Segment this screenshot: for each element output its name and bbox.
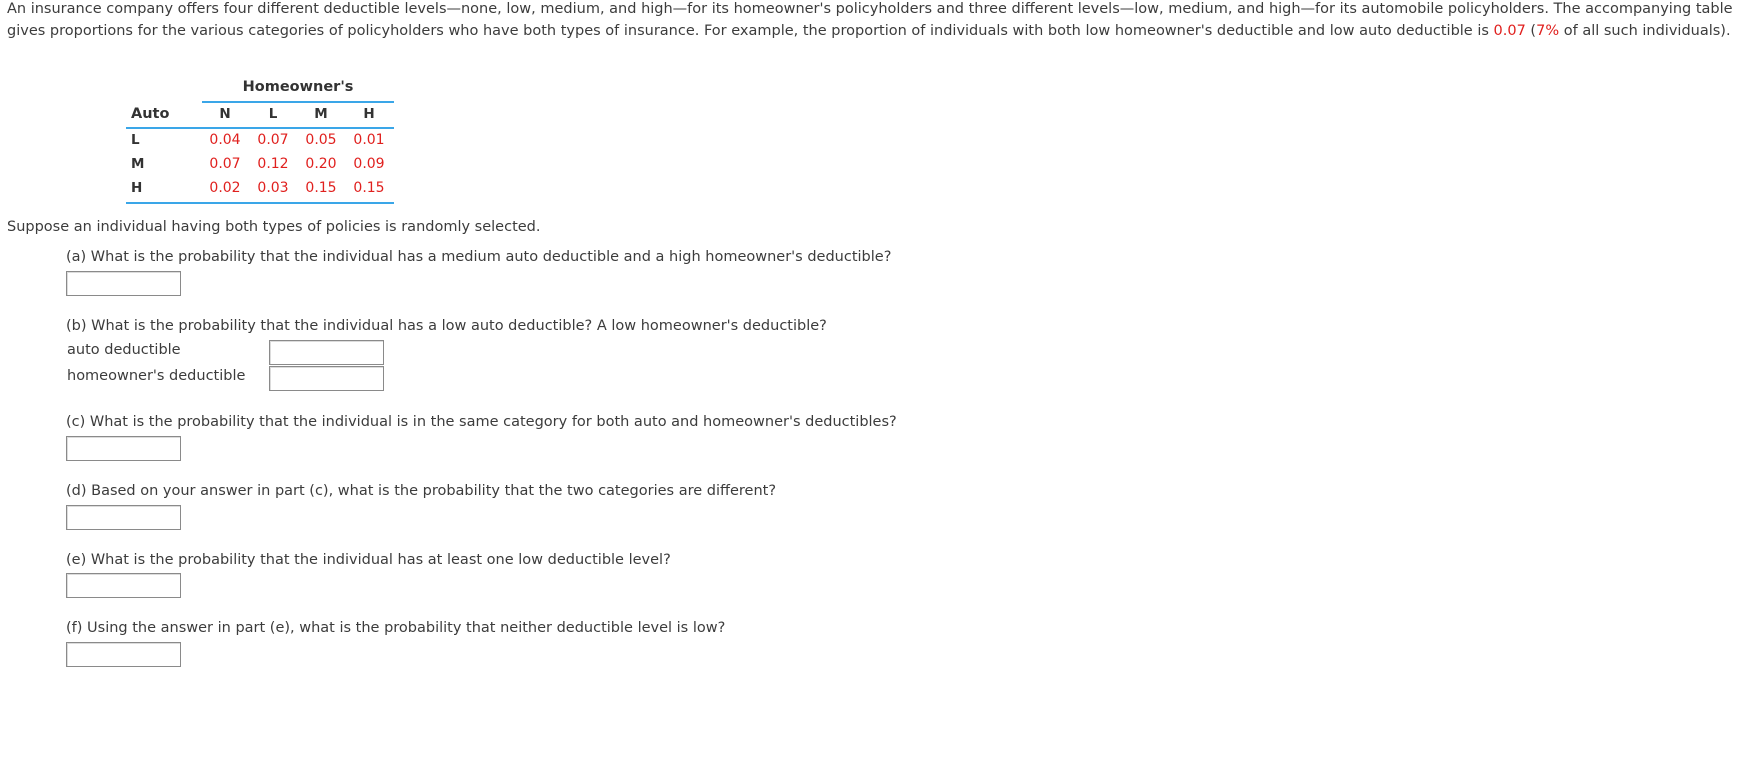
table-cell: 0.05 <box>305 132 337 148</box>
intro-text-2: ( <box>1525 23 1537 39</box>
question-f: (f) Using the answer in part (e), what is the probability that neither deductible level is low? <box>66 620 726 636</box>
answer-c-input[interactable] <box>66 436 181 461</box>
auto-deductible-label: auto deductible <box>67 342 181 358</box>
selection-statement: Suppose an individual having both types of policies is randomly selected. <box>7 219 541 235</box>
table-cell: 0.09 <box>353 156 385 172</box>
question-c: (c) What is the probability that the individual is in the same category for both auto and homeowner's deductibles? <box>66 414 897 430</box>
table-cell: 0.03 <box>257 180 289 196</box>
col-header-m: M <box>314 106 328 122</box>
table-cell: 0.02 <box>209 180 241 196</box>
question-d: (d) Based on your answer in part (c), what is the probability that the two categories are different? <box>66 483 777 499</box>
answer-d-input[interactable] <box>66 505 181 530</box>
answer-e-input[interactable] <box>66 573 181 598</box>
homeowner-deductible-label: homeowner's deductible <box>67 368 246 384</box>
question-b: (b) What is the probability that the individual has a low auto deductible? A low homeowner's deductible? <box>66 318 827 334</box>
col-header-h: H <box>363 106 375 122</box>
auto-header: Auto <box>131 106 170 122</box>
col-header-n: N <box>219 106 231 122</box>
problem-intro <box>7 0 1752 42</box>
intro-text-3: of all such individuals). <box>1559 23 1731 39</box>
table-cell: 0.04 <box>209 132 241 148</box>
table-cell: 0.12 <box>257 156 289 172</box>
example-value: 0.07 <box>1493 23 1526 39</box>
question-a: (a) What is the probability that the individual has a medium auto deductible and a high homeowner's deductible? <box>66 249 892 265</box>
row-header-l: L <box>131 132 140 148</box>
question-e: (e) What is the probability that the individual has at least one low deductible level? <box>66 552 671 568</box>
header-rule <box>202 101 394 103</box>
answer-f-input[interactable] <box>66 642 181 667</box>
answer-b-home-input[interactable] <box>269 366 384 391</box>
column-rule <box>126 127 394 129</box>
table-cell: 0.07 <box>257 132 289 148</box>
row-header-m: M <box>131 156 145 172</box>
col-header-l: L <box>268 106 278 122</box>
answer-b-auto-input[interactable] <box>269 340 384 365</box>
table-cell: 0.01 <box>353 132 385 148</box>
intro-text-1: An insurance company offers four different deductible levels—none, low, medium, and high—for its homeowner's policyholders and three different levels—low, medium, and high—for its automobile policyholders. The accompanying table gives proportions for the various categories of policyholders who have both types of insurance. For example, the proportion of individuals with both low homeowner's deductible and low auto deductible is <box>7 1 1733 39</box>
homeowner-header: Homeowner's <box>242 79 354 95</box>
answer-a-input[interactable] <box>66 271 181 296</box>
table-cell: 0.20 <box>305 156 337 172</box>
table-cell: 0.07 <box>209 156 241 172</box>
row-header-h: H <box>131 180 143 196</box>
table-cell: 0.15 <box>305 180 337 196</box>
table-cell: 0.15 <box>353 180 385 196</box>
example-percent: 7% <box>1536 23 1560 39</box>
table-bottom-rule <box>126 202 394 204</box>
